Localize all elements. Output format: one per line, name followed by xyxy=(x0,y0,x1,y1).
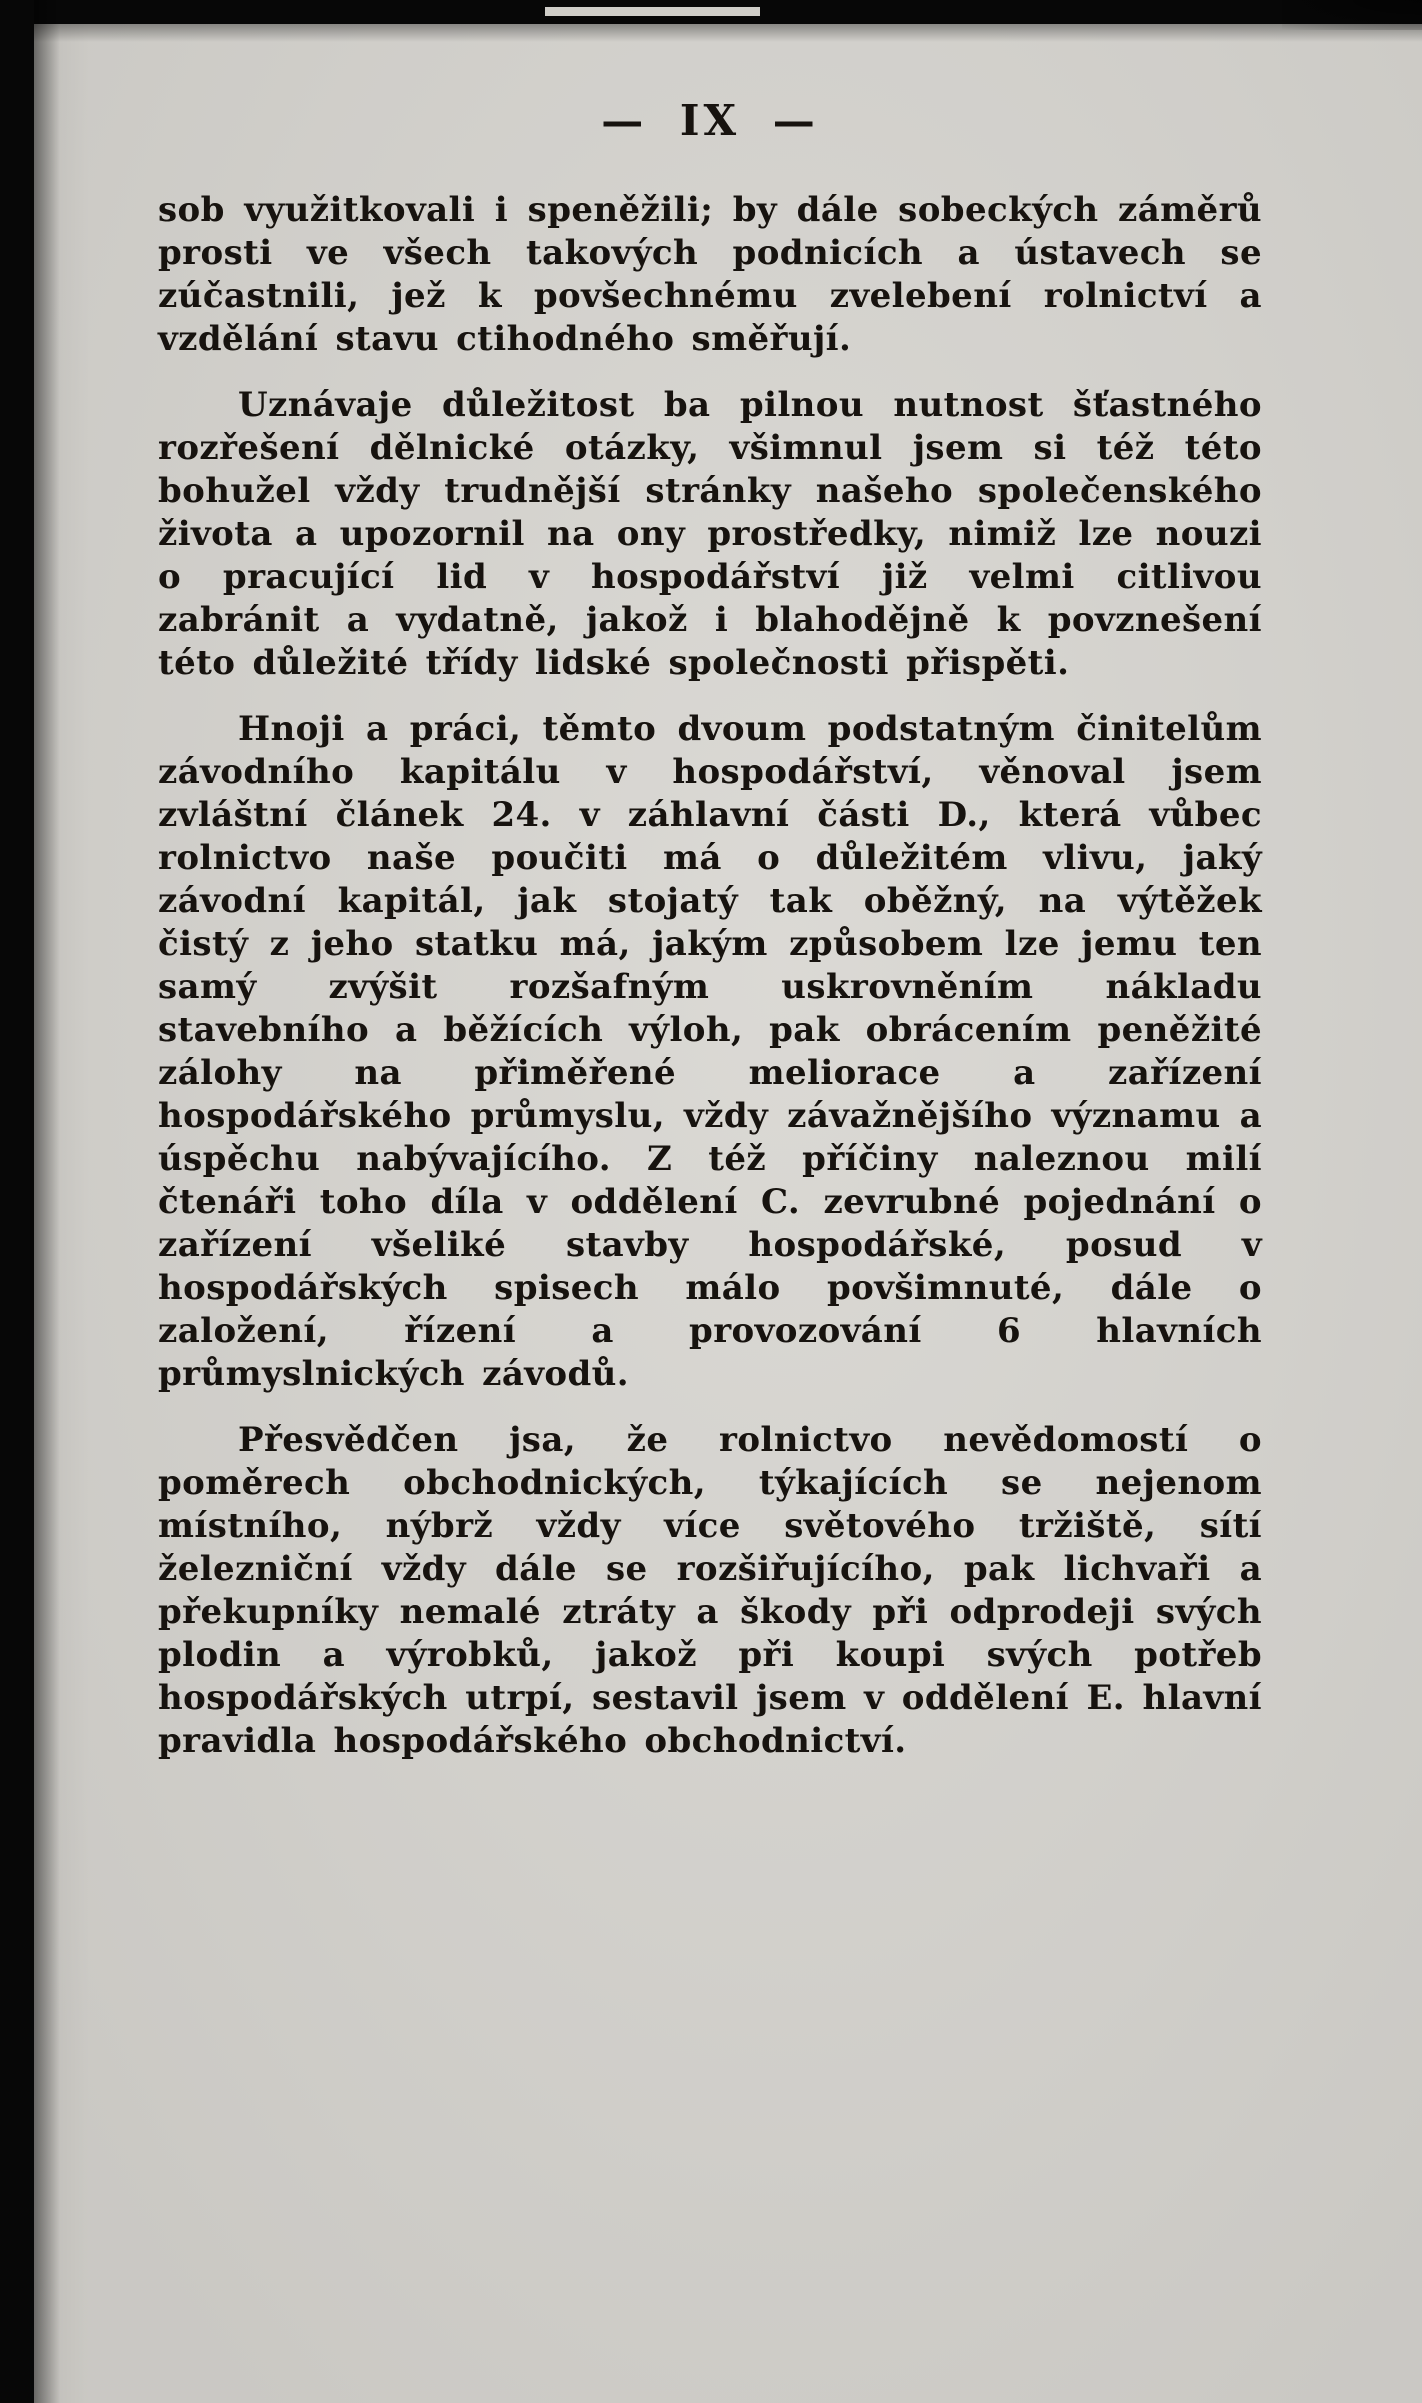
binding-edge-shadow xyxy=(34,0,60,2403)
page-text-block xyxy=(158,96,1262,1786)
paragraph: Přesvědčen jsa, že rolnictvo nevědomostí o poměrech obchodnických, týkajících se nejenom místního, nýbrž vždy více světového tržiště, sítí železniční vždy dále se rozšiřujícího, pak lichvaři a překupníky nemalé ztráty a škody při odprodeji svých plodin a výrobků, jakož při koupi svých potřeb hospodářských utrpí, sestavil jsem v oddělení E. hlavní pravidla hospodářského obchodnictví. xyxy=(158,1420,1262,1761)
scan-edge-top-shadow xyxy=(0,24,1422,42)
paragraph: Uznávaje důležitost ba pilnou nutnost šťastného rozřešení dělnické otázky, všimnul jsem si též této bohužel vždy trudnější stránky našeho společenského života a upozornil na ony prostředky, nimiž lze nouzi o pracující lid v hospodářství již velmi citlivou zabránit a vydatně, jakož i blahodějně k povznešení této důležité třídy lidské společnosti přispěti. xyxy=(158,385,1262,683)
scan-corner-smudge xyxy=(1282,0,1422,30)
paragraph: Hnoji a práci, těmto dvoum podstatným činitelům závodního kapitálu v hospodářství, věnoval jsem zvláštní článek 24. v záhlavní části D., která vůbec rolnictvo naše poučiti má o důležitém vlivu, jaký závodní kapitál, jak stojatý tak oběžný, na výtěžek čistý z jeho statku má, jakým způsobem lze jemu ten samý zvýšit rozšafným uskrovněním nákladu stavebního a běžících výloh, pak obrácením peněžité zálohy na přiměřené meliorace a zařízení hospodářského průmyslu, vždy závažnějšího významu a úspěchu nabývajícího. Z též příčiny naleznou milí čtenáři toho díla v oddělení C. zevrubné pojednání o zařízení všeliké stavby hospodářské, posud v hospodářských spisech málo povšimnuté, dále o založení, řízení a provozování 6 hlavních průmyslnických závodů. xyxy=(158,709,1262,1394)
page-number: — IX — xyxy=(601,96,819,145)
paragraph-continuation: sob využitkovali i speněžili; by dále sobeckých záměrů prosti ve všech takových podnicích a ústavech se zúčastnili, jež k povšechnému zvelebení rolnictví a vzdělání stavu ctihodného směřují. xyxy=(158,190,1262,359)
scan-edge-top-gap xyxy=(545,7,760,16)
binding-edge-left xyxy=(0,0,34,2403)
